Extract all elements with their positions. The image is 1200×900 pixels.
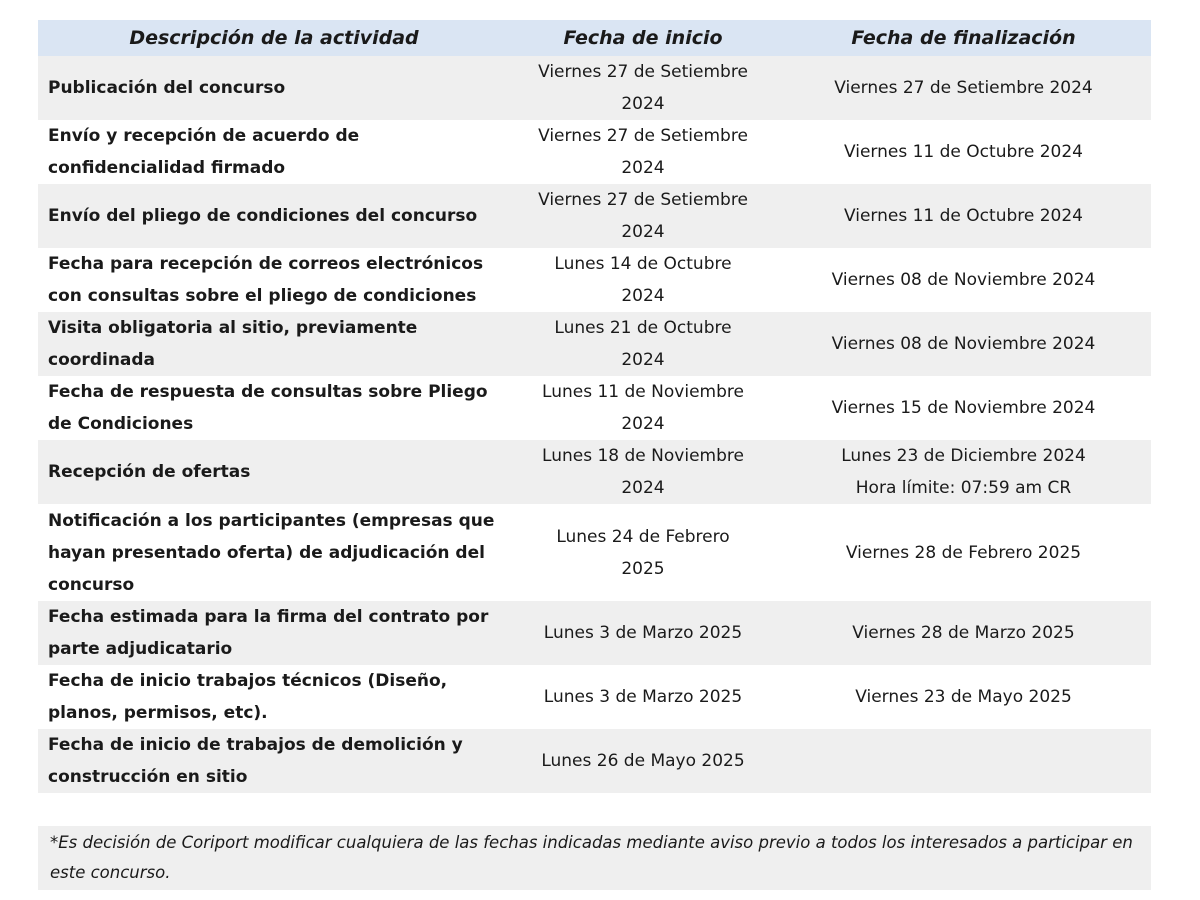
- table-row: [38, 56, 1151, 120]
- end-date: Viernes 15 de Noviembre 2024: [776, 376, 1151, 440]
- table-row: [38, 120, 1151, 184]
- footnote: *Es decisión de Coriport modificar cualquiera de las fechas indicadas mediante aviso previo a todos los interesados a participar en este concurso.: [38, 826, 1151, 890]
- end-date: Lunes 23 de Diciembre 2024: [841, 446, 1086, 466]
- table-row: [38, 312, 1151, 376]
- end-date: [776, 729, 1151, 793]
- end-date: Viernes 08 de Noviembre 2024: [776, 248, 1151, 312]
- activity-description: Envío del pliego de condiciones del concurso: [38, 184, 510, 248]
- table-row: [38, 665, 1151, 729]
- start-date: Lunes 18 de Noviembre 2024: [510, 440, 776, 504]
- table-row: [38, 376, 1151, 440]
- activity-description: Notificación a los participantes (empresas que hayan presentado oferta) de adjudicación del concurso: [38, 504, 510, 601]
- table-row: [38, 440, 1151, 504]
- end-date: Viernes 28 de Marzo 2025: [776, 601, 1151, 665]
- header-description: Descripción de la actividad: [38, 20, 510, 56]
- end-date-cell: [776, 440, 1151, 504]
- start-date: Viernes 27 de Setiembre 2024: [510, 184, 776, 248]
- table-row: [38, 184, 1151, 248]
- end-date: Viernes 27 de Setiembre 2024: [776, 56, 1151, 120]
- start-date: Lunes 26 de Mayo 2025: [510, 729, 776, 793]
- end-date: Viernes 23 de Mayo 2025: [776, 665, 1151, 729]
- table-row: [38, 729, 1151, 793]
- activity-description: Fecha de inicio trabajos técnicos (Diseño, planos, permisos, etc).: [38, 665, 510, 729]
- start-date: Viernes 27 de Setiembre 2024: [510, 120, 776, 184]
- table-row: [38, 504, 1151, 601]
- end-date: Viernes 11 de Octubre 2024: [776, 184, 1151, 248]
- start-date: Lunes 3 de Marzo 2025: [510, 601, 776, 665]
- header-end-date: Fecha de finalización: [776, 20, 1151, 56]
- activity-description: Fecha estimada para la firma del contrato por parte adjudicatario: [38, 601, 510, 665]
- activity-description: Envío y recepción de acuerdo de confidencialidad firmado: [38, 120, 510, 184]
- header-start-date: Fecha de inicio: [510, 20, 776, 56]
- activity-description: Fecha de inicio de trabajos de demolición y construcción en sitio: [38, 729, 510, 793]
- start-date: Lunes 21 de Octubre 2024: [510, 312, 776, 376]
- activity-description: Publicación del concurso: [38, 56, 510, 120]
- end-date: Viernes 08 de Noviembre 2024: [776, 312, 1151, 376]
- activity-description: Fecha de respuesta de consultas sobre Pliego de Condiciones: [38, 376, 510, 440]
- start-date: Lunes 14 de Octubre 2024: [510, 248, 776, 312]
- table-row: [38, 601, 1151, 665]
- activity-description: Visita obligatoria al sitio, previamente coordinada: [38, 312, 510, 376]
- end-date: Viernes 28 de Febrero 2025: [776, 504, 1151, 601]
- activity-description: Recepción de ofertas: [38, 440, 510, 504]
- end-date: Viernes 11 de Octubre 2024: [776, 120, 1151, 184]
- table-row: [38, 248, 1151, 312]
- start-date: Lunes 24 de Febrero 2025: [510, 504, 776, 601]
- end-time-limit: Hora límite: 07:59 am CR: [855, 478, 1072, 498]
- schedule-table: [38, 20, 1151, 793]
- start-date: Viernes 27 de Setiembre 2024: [510, 56, 776, 120]
- activity-description: Fecha para recepción de correos electrónicos con consultas sobre el pliego de condiciones: [38, 248, 510, 312]
- start-date: Lunes 11 de Noviembre 2024: [510, 376, 776, 440]
- table-header-row: [38, 20, 1151, 56]
- start-date: Lunes 3 de Marzo 2025: [510, 665, 776, 729]
